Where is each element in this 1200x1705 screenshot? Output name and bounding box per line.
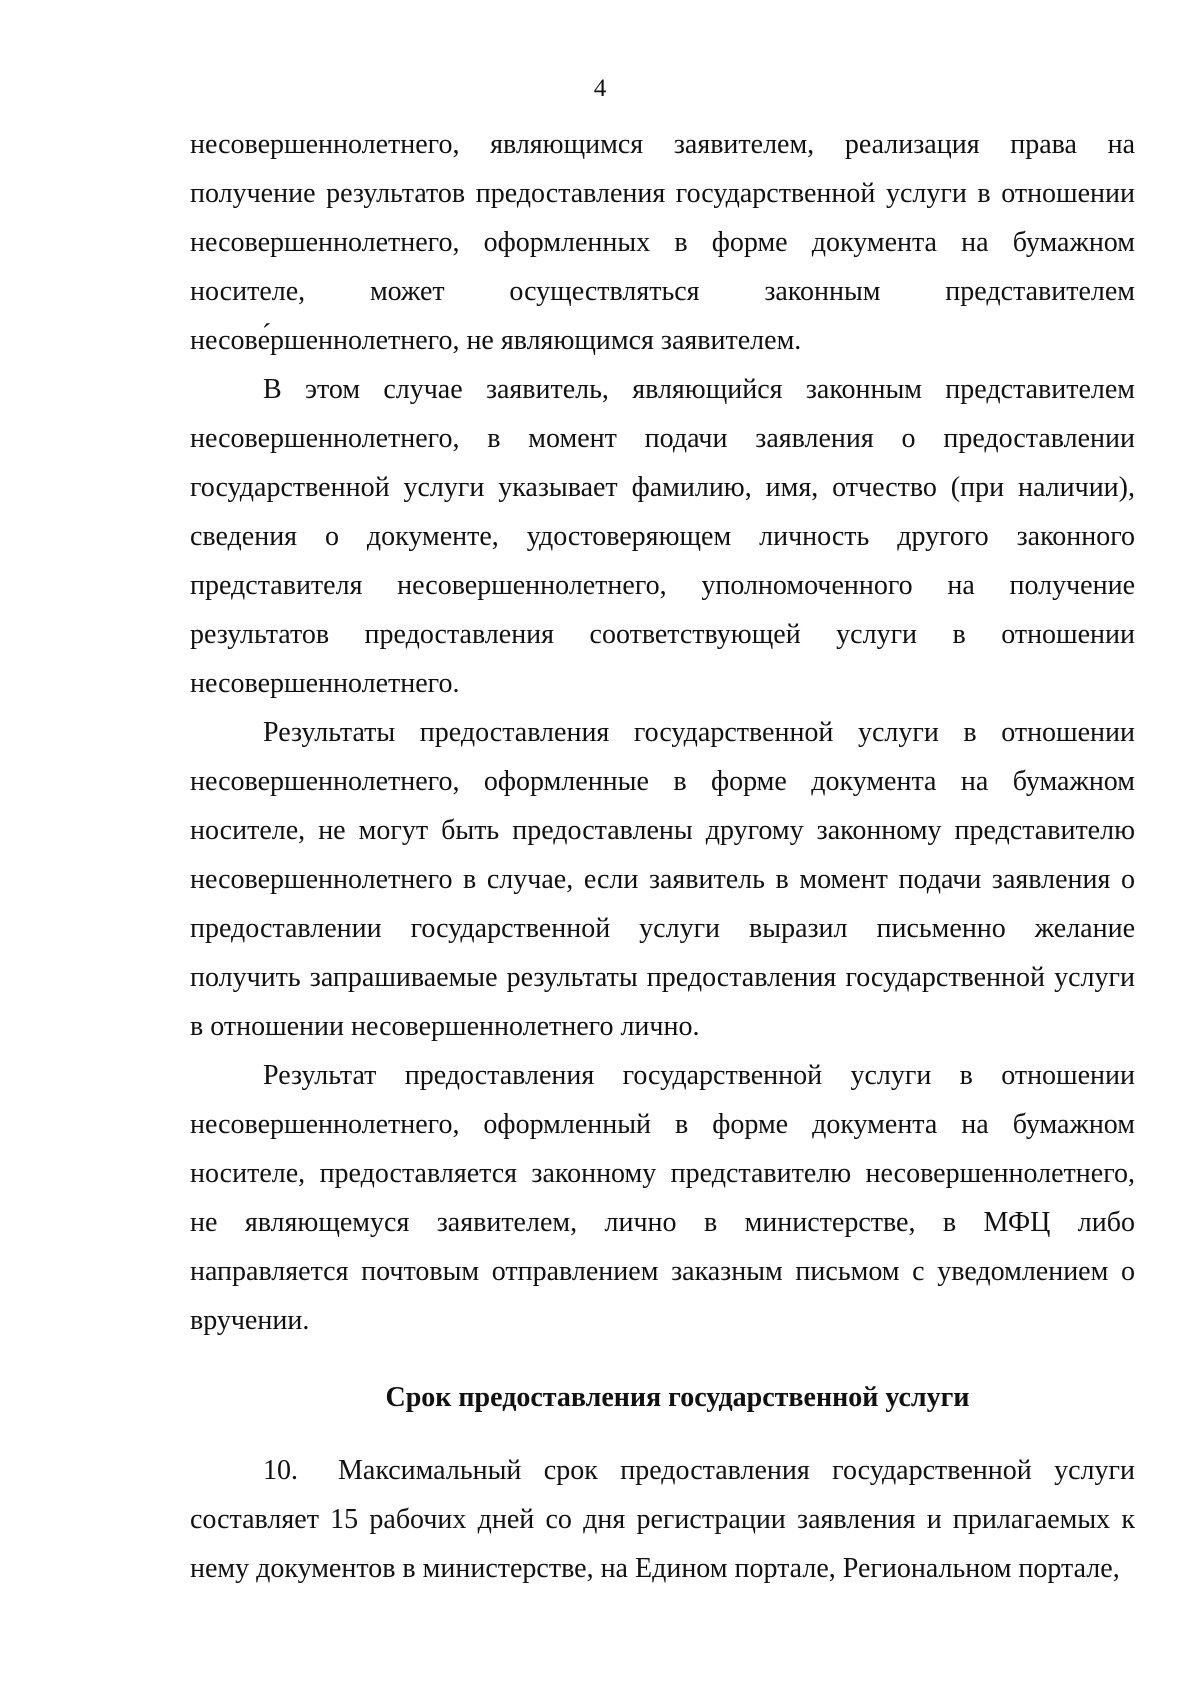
point-number: 10. <box>263 1455 298 1486</box>
document-body <box>190 120 1135 1593</box>
point-text: Максимальный срок предоставления государственной услуги составляет 15 рабочих дней со дня регистрации заявления и прилагаемых к нему документов в министерстве, на Едином портале, Региональном портале, <box>190 1455 1135 1584</box>
paragraph-point-10 <box>190 1446 1135 1593</box>
paragraph-result-delivery: Результат предоставления государственной услуги в отношении несовершеннолетнего, оформленный в форме документа на бумажном носителе, предоставляется законному представителю несовершеннолетнего, не являющемуся заявителем, лично в министерстве, в МФЦ либо направляется почтовым отправлением заказным письмом с уведомлением о вручении. <box>190 1060 1135 1336</box>
paragraph-applicant-case: В этом случае заявитель, являющийся законным представителем несовершеннолетнего, в момент подачи заявления о предоставлении государственной услуги указывает фамилию, имя, отчество (при наличии), сведения о документе, удостоверяющем личность другого законного представителя несовершеннолетнего, уполномоченного на получение результатов предоставления соответствующей услуги в отношении несовершеннолетнего. <box>190 374 1135 699</box>
page-number: 4 <box>593 75 607 102</box>
section-heading: Срок предоставления государственной услуги <box>385 1382 970 1413</box>
paragraph-continuation: несовершеннолетнего, являющимся заявителем, реализация права на получение результатов предоставления государственной услуги в отношении несовершеннолетнего, оформленных в форме документа на бумажном носителе, может осуществляться законным представителем несове́ршеннолетнего, не являющимся заявителем. <box>190 129 1135 356</box>
paragraph-results-restriction: Результаты предоставления государственной услуги в отношении несовершеннолетнего, оформленные в форме документа на бумажном носителе, не могут быть предоставлены другому законному представителю несовершеннолетнего в случае, если заявитель в момент подачи заявления о предоставлении государственной услуги выразил письменно желание получить запрашиваемые результаты предоставления государственной услуги в отношении несовершеннолетнего лично. <box>190 717 1135 1042</box>
